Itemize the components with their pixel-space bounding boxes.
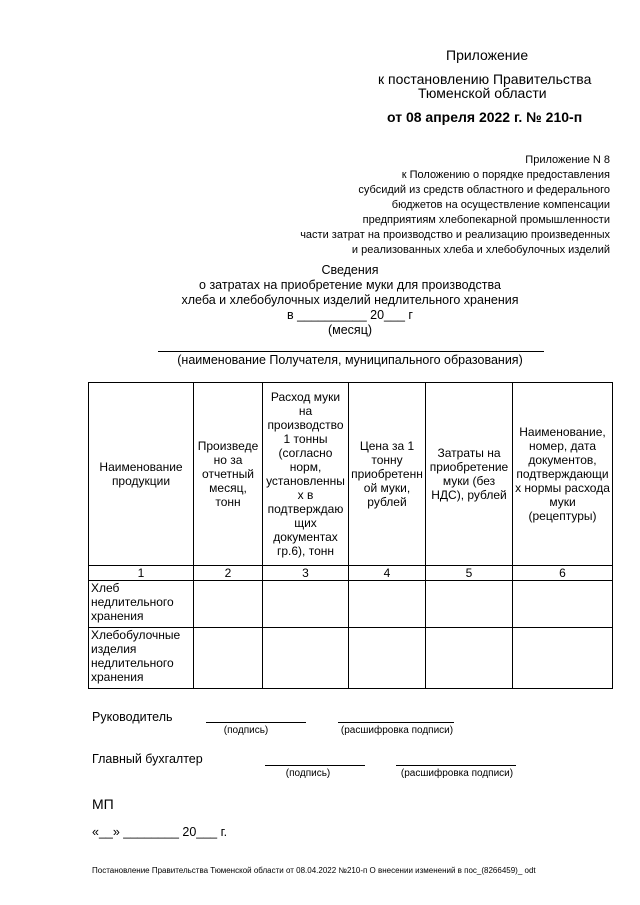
accountant-decode-caption: (расшифровка подписи) — [400, 768, 514, 779]
title-period: в __________ 20___ г — [287, 308, 413, 322]
table-header-row — [89, 383, 613, 566]
appendix-line: бюджетов на осуществление компенсации — [391, 199, 610, 211]
head-signature-caption: (подпись) — [223, 725, 269, 736]
accountant-signature-line[interactable] — [265, 765, 365, 766]
title-line: хлеба и хлебобулочных изделий недлительного хранения — [181, 293, 519, 307]
appendix-block — [300, 153, 610, 258]
table-cell[interactable] — [349, 581, 426, 628]
appendix-line: части затрат на производство и реализацию произведенных — [300, 229, 610, 241]
col-header-product: Наименование продукции — [89, 383, 194, 566]
appendix-line: к Положению о порядке предоставления — [401, 169, 610, 181]
col-number: 4 — [349, 566, 426, 581]
document-title — [150, 263, 550, 338]
head-decode-line[interactable] — [338, 722, 454, 723]
col-number: 3 — [263, 566, 349, 581]
title-line: Сведения — [321, 263, 379, 277]
col-header-documents: Наименование, номер, дата документов, подтверждающих нормы расхода муки (рецептуры) — [513, 383, 613, 566]
head-signature-line[interactable] — [206, 722, 306, 723]
table-cell[interactable] — [513, 581, 613, 628]
row-name-bread: Хлеб недлительного хранения — [89, 581, 194, 628]
recipient-caption: (наименование Получателя, муниципального образования) — [177, 353, 523, 367]
table-cell[interactable] — [426, 581, 513, 628]
date-line: «__» ________ 20___ г. — [92, 825, 228, 839]
costs-table — [88, 382, 613, 689]
col-header-produced: Произведено за отчетный месяц, тонн — [194, 383, 263, 566]
title-line: о затратах на приобретение муки для производства — [199, 278, 501, 292]
table-cell[interactable] — [263, 628, 349, 689]
stamp-mark: МП — [92, 796, 114, 812]
row-name-bakery: Хлебобулочные изделия недлительного хранения — [89, 628, 194, 689]
col-header-flour-rate: Расход муки на производство 1 тонны (согласно норм, установленных в подтверждающих документах гр.6), тонн — [263, 383, 349, 566]
accountant-decode-line[interactable] — [396, 765, 516, 766]
appendix-line: предприятиям хлебопекарной промышленности — [362, 214, 610, 226]
accountant-label: Главный бухгалтер — [92, 752, 203, 766]
header-decree-ref: к постановлению Правительства — [378, 71, 592, 87]
col-number: 6 — [513, 566, 613, 581]
head-label: Руководитель — [92, 710, 173, 724]
header-decree-date: от 08 апреля 2022 г. № 210-п — [387, 109, 583, 125]
appendix-line: субсидий из средств областного и федерального — [358, 184, 610, 196]
header-appendix-label: Приложение — [446, 47, 529, 63]
appendix-line: Приложение N 8 — [525, 154, 610, 166]
table-cell[interactable] — [263, 581, 349, 628]
table-cell[interactable] — [426, 628, 513, 689]
table-number-row — [89, 566, 613, 581]
document-footer: Постановление Правительства Тюменской области от 08.04.2022 №210-п О внесении изменений в пос_(8266459)_ odt — [92, 866, 536, 875]
table-cell[interactable] — [194, 581, 263, 628]
recipient-line — [158, 351, 544, 352]
col-number: 5 — [426, 566, 513, 581]
head-decode-caption: (расшифровка подписи) — [340, 725, 454, 736]
table-cell[interactable] — [513, 628, 613, 689]
col-header-price: Цена за 1 тонну приобретенной муки, рублей — [349, 383, 426, 566]
table-row — [89, 581, 613, 628]
table-cell[interactable] — [194, 628, 263, 689]
col-number: 1 — [89, 566, 194, 581]
table-row — [89, 628, 613, 689]
title-month-caption: (месяц) — [327, 323, 373, 337]
header-region: Тюменской области — [418, 85, 547, 101]
table-cell[interactable] — [349, 628, 426, 689]
col-number: 2 — [194, 566, 263, 581]
accountant-signature-caption: (подпись) — [285, 768, 331, 779]
col-header-costs: Затраты на приобретение муки (без НДС), рублей — [426, 383, 513, 566]
appendix-line: и реализованных хлеба и хлебобулочных изделий — [351, 244, 610, 256]
